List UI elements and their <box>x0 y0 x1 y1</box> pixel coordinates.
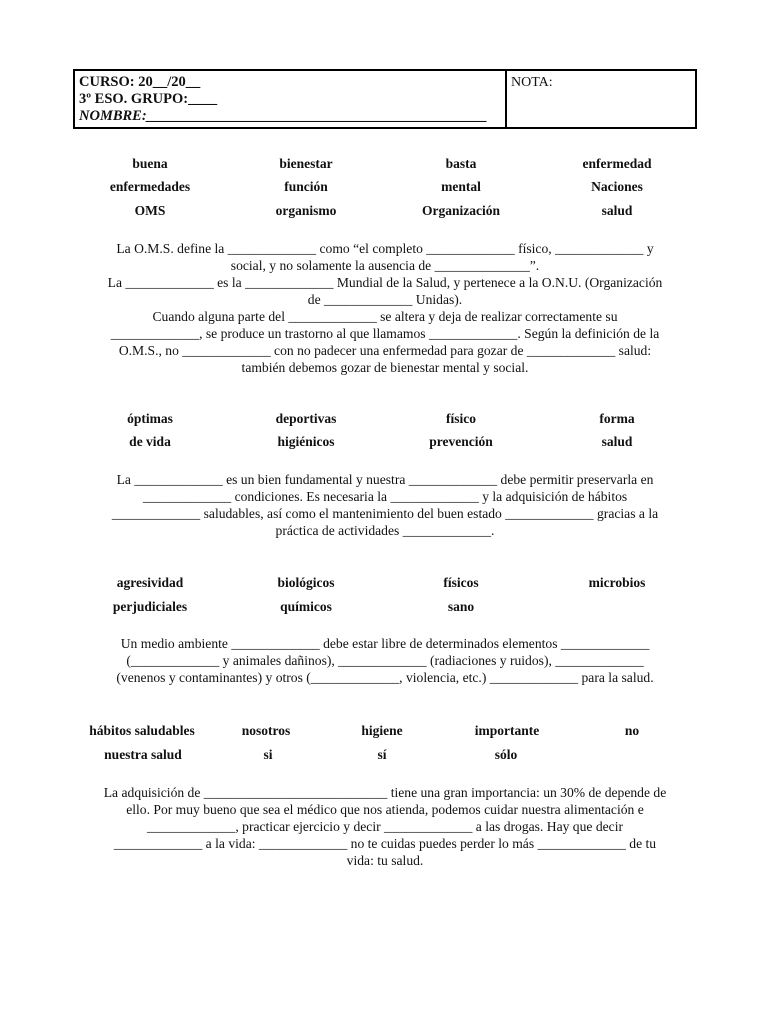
word-bank-item: bienestar <box>279 156 333 171</box>
word-bank-item: salud <box>601 434 633 449</box>
word-bank-1 <box>0 156 768 228</box>
word-bank-item: importante <box>474 723 540 738</box>
word-bank-item: físico <box>446 411 476 426</box>
paragraph-line: vida: tu salud. <box>346 853 424 868</box>
word-bank-item: deportivas <box>275 411 337 426</box>
word-bank-item: de vida <box>129 434 171 449</box>
word-bank-item: nosotros <box>241 723 291 738</box>
paragraph-line: Cuando alguna parte del _____________ se altera y deja de realizar correctamente su <box>152 309 618 324</box>
word-bank-item: OMS <box>134 203 166 218</box>
word-bank-item: microbios <box>588 575 646 590</box>
word-bank-item: sí <box>377 747 387 762</box>
word-bank-item: forma <box>599 411 635 426</box>
word-bank-item: agresividad <box>116 575 184 590</box>
paragraph-line: La _____________ es la _____________ Mundial de la Salud, y pertenece a la O.N.U. (Organización <box>107 275 663 290</box>
paragraph-line: La adquisición de ___________________________ tiene una gran importancia: un 30% de depende de <box>103 785 667 800</box>
word-bank-item: nuestra salud <box>104 747 182 762</box>
paragraph-line: _____________ saludables, así como el mantenimiento del buen estado _____________ gracias a la <box>111 506 659 521</box>
grade-label: NOTA: <box>511 75 553 90</box>
word-bank-item: no <box>624 723 640 738</box>
word-bank-item: biológicos <box>277 575 335 590</box>
paragraph-line: _____________ condiciones. Es necesaria la _____________ y la adquisición de hábitos <box>142 489 628 504</box>
word-bank-item: buena <box>132 156 168 171</box>
word-bank-item: mental <box>441 179 481 194</box>
paragraph-line: _____________, practicar ejercicio y decir _____________ a las drogas. Hay que decir <box>146 819 623 834</box>
paragraph-line: Un medio ambiente _____________ debe estar libre de determinados elementos _____________ <box>120 636 650 651</box>
word-bank-item: químicos <box>280 599 332 614</box>
student-info-box <box>73 69 697 129</box>
paragraph-line: también debemos gozar de bienestar mental y social. <box>241 360 529 375</box>
exercise-paragraph-4 <box>60 784 710 869</box>
exercise-paragraph-3 <box>60 635 710 686</box>
paragraph-line: La O.M.S. define la _____________ como “el completo _____________ físico, _____________ y <box>116 241 654 256</box>
word-bank-item: organismo <box>275 203 337 218</box>
word-bank-item: Organización <box>422 203 500 218</box>
course-field[interactable]: CURSO: 20__/20__ <box>79 74 201 90</box>
word-bank-item: higiene <box>361 723 403 738</box>
word-bank-item: prevención <box>429 434 493 449</box>
paragraph-line: La _____________ es un bien fundamental y nuestra _____________ debe permitir preservarla en <box>116 472 654 487</box>
paragraph-line: práctica de actividades _____________. <box>275 523 495 538</box>
word-bank-item: físicos <box>443 575 479 590</box>
group-field[interactable]: 3º ESO. GRUPO:____ <box>79 91 218 107</box>
paragraph-line: ello. Por muy bueno que sea el médico que nos atienda, podemos cuidar nuestra alimentación e <box>126 802 644 817</box>
name-field[interactable]: NOMBRE:_______________________________________________ <box>79 108 488 124</box>
word-bank-item: salud <box>601 203 633 218</box>
word-bank-item: hábitos saludables <box>89 723 195 738</box>
word-bank-item: sano <box>447 599 475 614</box>
grade-cell <box>507 71 695 127</box>
paragraph-line: de _____________ Unidas). <box>307 292 463 307</box>
paragraph-line: (_____________ y animales dañinos), _____________ (radiaciones y ruidos), _____________ <box>126 653 644 668</box>
student-info-fields <box>75 71 507 127</box>
paragraph-line: _____________ a la vida: _____________ no te cuidas puedes perder lo más _____________ de tu <box>113 836 657 851</box>
word-bank-item: sólo <box>494 747 518 762</box>
word-bank-item: enfermedades <box>109 179 191 194</box>
paragraph-line: _____________, se produce un trastorno al que llamamos _____________. Según la definición de la <box>110 326 660 341</box>
paragraph-line: O.M.S., no _____________ con no padecer una enfermedad para gozar de _____________ salud: <box>118 343 652 358</box>
word-bank-item: función <box>284 179 328 194</box>
word-bank-item: perjudiciales <box>112 599 188 614</box>
word-bank-item: enfermedad <box>582 156 652 171</box>
paragraph-line: (venenos y contaminantes) y otros (_____________, violencia, etc.) _____________ para la salud. <box>116 670 654 685</box>
word-bank-item: óptimas <box>127 411 173 426</box>
exercise-paragraph-2 <box>60 471 710 539</box>
word-bank-item: si <box>263 747 273 762</box>
word-bank-item: higiénicos <box>277 434 335 449</box>
word-bank-item: Naciones <box>591 179 643 194</box>
word-bank-item: basta <box>445 156 477 171</box>
paragraph-line: social, y no solamente la ausencia de ______________”. <box>230 258 540 273</box>
exercise-paragraph-1 <box>60 240 710 376</box>
